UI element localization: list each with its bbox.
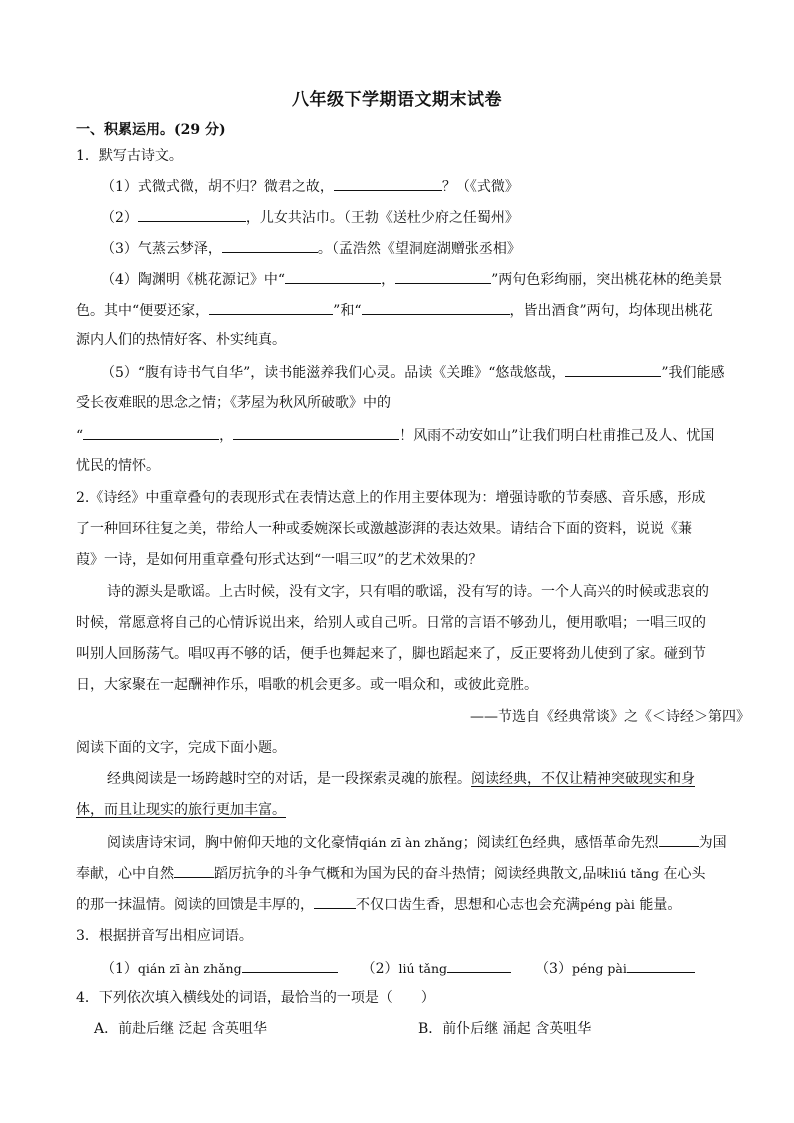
- reading-text: 不仅口齿生香，思想和心志也会充满: [356, 897, 580, 913]
- question-4-stem: 4．下列依次填入横线处的词语，最恰当的一项是（ ）: [76, 990, 435, 1006]
- reading-paragraph-2-line-1: [107, 832, 787, 853]
- reading-text: 阅读唐诗宋词，胸中俯仰天地的文化豪情: [107, 835, 359, 851]
- answer-blank[interactable]: [565, 362, 661, 377]
- underlined-sentence: 体，而且让现实的旅行更加丰富。: [76, 802, 286, 818]
- pinyin-text: péng pài: [571, 961, 627, 976]
- option-label: （3）: [535, 961, 572, 977]
- reading-text: 在心头: [663, 866, 706, 882]
- q1-item-3: [101, 238, 781, 259]
- answer-blank[interactable]: [242, 958, 338, 973]
- answer-blank[interactable]: [138, 207, 246, 222]
- option-a[interactable]: A．前赴后继 泛起 含英咀华: [94, 1021, 268, 1037]
- q1-item-5-line-2: 受长夜难眠的思念之情；《茅屋为秋风所破歌》中的: [76, 395, 391, 411]
- q1-item-3-text: （3）气蒸云梦泽，: [101, 241, 222, 257]
- q1-item-2: [101, 207, 781, 228]
- pinyin-text: liú tǎng: [398, 961, 448, 976]
- material-paragraph: 叫别人回肠荡气。唱叹再不够的话，便手也舞起来了，脚也蹈起来了，反正要将劲儿使到了家。碰到节: [76, 646, 706, 662]
- answer-blank[interactable]: [627, 958, 695, 973]
- pinyin-text: péng pài: [580, 897, 635, 912]
- question-2-stem-1: 2.《诗经》中重章叠句的表现形式在表情达意上的作用主要体现为：增强诗歌的节奏感、音乐感，形成: [76, 490, 706, 506]
- q1-item-4-text: 色。其中“便要还家，: [76, 303, 210, 319]
- reading-text: 蹈厉抗争的斗争气概和为国为民的奋斗热情；阅读经典散文,品味: [214, 866, 611, 882]
- answer-blank[interactable]: [659, 832, 699, 847]
- q1-item-5-line-3: [76, 425, 756, 446]
- answer-blank[interactable]: [233, 425, 399, 440]
- answer-blank[interactable]: [285, 269, 381, 284]
- option-label: （2）: [361, 961, 399, 977]
- q1-item-4-line-2: [76, 300, 756, 321]
- q1-item-4-line-1: [101, 269, 781, 290]
- reading-paragraph-2-line-3: [76, 894, 756, 915]
- q1-item-5-text: ！风雨不动安如山”让我们明白杜甫推己及人、忧国: [399, 428, 715, 444]
- reading-text: 能量。: [639, 897, 682, 913]
- comma: ，: [381, 272, 396, 288]
- option-label: （1）: [101, 961, 138, 977]
- answer-blank[interactable]: [395, 269, 491, 284]
- answer-blank[interactable]: [222, 238, 318, 253]
- reading-text: 为国: [698, 835, 727, 851]
- pinyin-text: qián zī àn zhǎng: [137, 961, 242, 976]
- q1-item-1-text: （1）式微式微，胡不归？微君之故，: [101, 179, 334, 195]
- reading-paragraph-2-line-2: [76, 863, 756, 884]
- answer-blank[interactable]: [83, 425, 219, 440]
- q1-item-2-label: （2）: [101, 210, 138, 226]
- material-paragraph: 时候，常愿意将自己的心情诉说出来，给别人或自己听。日常的言语不够劲儿，便用歌唱；一唱三叹的: [76, 615, 706, 631]
- answer-blank[interactable]: [447, 958, 511, 973]
- reading-paragraph-1-line-1: [107, 769, 787, 789]
- q1-item-4-line-3: 源内人们的热情好客、朴实纯真。: [76, 332, 286, 348]
- page-title: 八年级下学期语文期末试卷: [292, 90, 502, 110]
- answer-blank[interactable]: [362, 300, 510, 315]
- material-paragraph: 诗的源头是歌谣。上古时候，没有文字，只有唱的歌谣，没有写的诗。一个人高兴的时候或悲哀的: [107, 584, 709, 600]
- comma: ，: [219, 428, 234, 444]
- q1-item-5-text: （5）“腹有诗书气自华”，读书能滋养我们心灵。品读《关雎》“悠哉悠哉，: [101, 365, 566, 381]
- answer-blank[interactable]: [314, 894, 356, 909]
- question-2-stem-2: 了一种回环往复之美，带给人一种或委婉深长或激越澎湃的表达效果。请结合下面的资料，说说《蒹: [76, 521, 692, 537]
- answer-blank[interactable]: [174, 863, 214, 878]
- q1-item-4-text: ”两句色彩绚丽，突出桃花林的绝美景: [491, 272, 723, 288]
- reading-text: 经典阅读是一场跨越时空的对话，是一段探索灵魂的旅程。: [107, 771, 471, 787]
- q1-item-4-text: （4）陶渊明《桃花源记》中“: [101, 272, 286, 288]
- option-b[interactable]: B．前仆后继 涌起 含英咀华: [418, 1021, 592, 1037]
- question-3-options: [101, 958, 781, 979]
- question-1-stem: 1．默写古诗文。: [76, 148, 183, 164]
- q1-item-5-text: ”我们能感: [661, 365, 725, 381]
- reading-text: 的那一抹温情。阅读的回馈是丰厚的，: [76, 897, 314, 913]
- reading-intro: 阅读下面的文字，完成下面小题。: [76, 740, 286, 756]
- q1-item-5-line-4: 忧民的情怀。: [76, 458, 160, 474]
- section-heading: 一、积累运用。(29 分): [76, 122, 226, 138]
- material-source: ——节选自《经典常谈》之《＜诗经＞第四》: [470, 709, 750, 725]
- underlined-sentence: 阅读经典，不仅让精神突破现实和身: [471, 771, 695, 787]
- pinyin-text: liú tǎng: [610, 866, 660, 881]
- answer-blank[interactable]: [209, 300, 333, 315]
- reading-text: 奉献，心中自然: [76, 866, 174, 882]
- reading-text: ；阅读红色经典，感悟革命先烈: [462, 835, 659, 851]
- question-2-stem-3: 葭》一诗，是如何用重章叠句形式达到“一唱三叹”的艺术效果的？: [76, 552, 483, 568]
- q1-item-1: [101, 176, 781, 197]
- q1-item-3-source: 。（孟浩然《望洞庭湖赠张丞相》: [317, 241, 521, 257]
- material-paragraph: 日，大家聚在一起酬神作乐，唱歌的机会更多。或一唱众和，或彼此竞胜。: [76, 677, 538, 693]
- pinyin-text: qián zī àn zhǎng: [359, 835, 463, 850]
- question-3-stem: 3．根据拼音写出相应词语。: [76, 928, 253, 944]
- q1-item-4-text: ，皆出酒食”两句，均体现出桃花: [509, 303, 713, 319]
- q1-item-2-source: ，儿女共沾巾。（王勃《送杜少府之任蜀州》: [245, 210, 519, 226]
- q1-item-5-line-1: [101, 362, 781, 383]
- q1-item-1-source: ？（《式微》: [441, 179, 519, 195]
- quote-mark: “: [76, 428, 84, 444]
- answer-blank[interactable]: [334, 176, 442, 191]
- reading-paragraph-1-line-2: [76, 800, 756, 820]
- q1-item-4-text: ”和“: [333, 303, 362, 319]
